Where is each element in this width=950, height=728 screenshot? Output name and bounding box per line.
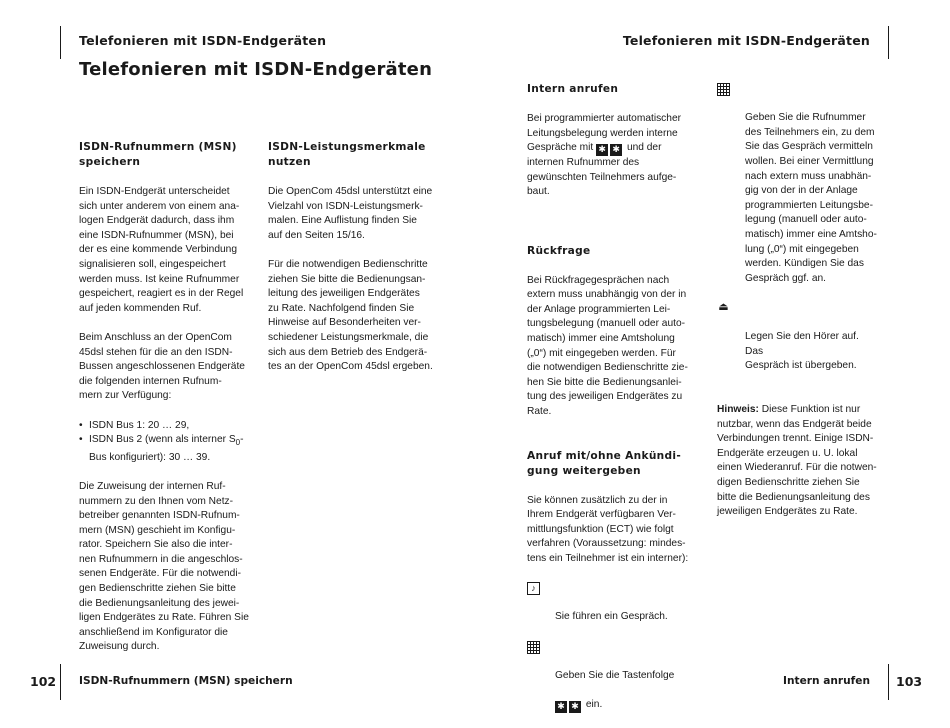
paragraph-intern bbox=[527, 112, 697, 200]
left-column-features bbox=[268, 140, 440, 389]
heading-features: ISDN-Leistungsmerkmale nutzen bbox=[268, 141, 426, 168]
heading-msn: ISDN-Rufnummern (MSN) speichern bbox=[79, 141, 237, 168]
right-column-transfer bbox=[717, 82, 877, 534]
right-running-head: Telefonieren mit ISDN-Endgeräten bbox=[622, 33, 870, 48]
step-enter-number bbox=[717, 82, 877, 286]
star-key-icon: ✱ bbox=[569, 701, 581, 713]
hint-label: Hinweis: bbox=[717, 404, 759, 416]
handset-icon: ♪ bbox=[527, 582, 540, 595]
left-running-head: Telefonieren mit ISDN-Endgeräten bbox=[79, 33, 327, 48]
star-key-icon: ✱ bbox=[596, 144, 608, 156]
hint-paragraph bbox=[717, 403, 877, 520]
keypad-icon bbox=[717, 83, 730, 96]
star-key-icon: ✱ bbox=[610, 144, 622, 156]
left-footer-text: ISDN-Rufnummern (MSN) speichern bbox=[79, 675, 293, 687]
left-page-number: 102 bbox=[30, 674, 57, 689]
hint-text: Diese Funktion ist nur nutzbar, wenn das Endgerät beide Verbindungen trennt. Einige ISDN- Endgeräte erzeugen u. U. lokal einen Wiederanruf. Für die notwen- digen Bedienschritte ziehen Sie bitte die Bedienungsanleitung des jeweiligen Endgerätes zu Rate. bbox=[717, 404, 877, 518]
paragraph-features-intro: Die OpenCom 45dsl unterstützt eine Vielzahl von ISDN-Leistungsmerk- malen. Eine Auflistung finden Sie auf den Seiten 15/16. bbox=[268, 186, 433, 241]
left-footer-rule bbox=[60, 664, 61, 700]
bullet-bus1: ISDN Bus 1: 20 … 29, bbox=[89, 419, 190, 431]
heading-anruf: Anruf mit/ohne Ankündi- gung weitergeben bbox=[527, 449, 682, 477]
paragraph-rueckfrage: Bei Rückfragegesprächen nach extern muss unabhängig von der in der Anlage programmierten Lei- tungsbelegung (manuell oder auto- matisch) immer eine Amtsholung („0“) mit eingegeben werden. Für die notwendigen Bedienschritte zie- hen Sie bitte die Bedienungsanlei- tung des jeweiligen Endgerätes zu Rate. bbox=[527, 274, 688, 417]
intern-text-a: Bei programmierter automatischer Leitungsbelegung werden interne Gespräche mit bbox=[527, 113, 682, 154]
bus-list bbox=[79, 419, 251, 466]
step-call bbox=[527, 581, 697, 625]
paragraph-features-steps: Für die notwendigen Bedienschritte ziehen Sie bitte die Bedienungsan- leitung des jeweiligen Endgerätes zu Rate. Nachfolgend finden Sie Hinweise auf Besonderheiten ver- schiedener Leistungsmerkmale, die sich aus dem Betrieb des Endgerä- tes an der OpenCom 45dsl ergeben. bbox=[268, 258, 433, 373]
step-key-text-b: ein. bbox=[585, 699, 603, 710]
right-column-intern bbox=[527, 82, 697, 728]
paragraph-msn-bus: Beim Anschluss an der OpenCom 45dsl stehen für die an den ISDN- Bussen angeschlossenen Endgeräte die folgenden internen Rufnum- mern zur Verfügung: bbox=[79, 331, 245, 402]
bullet-bus2-pre: ISDN Bus 2 (wenn als interner S bbox=[89, 434, 236, 446]
list-item bbox=[79, 419, 251, 434]
hang-up-icon: ⏏ bbox=[718, 300, 729, 313]
left-header-rule bbox=[60, 26, 61, 59]
intern-text-b: und der internen Rufnummer des gewünschten Teilnehmers aufge- baut. bbox=[527, 142, 677, 198]
paragraph-msn-assign: Die Zuweisung der internen Ruf- nummern zu den Ihnen vom Netz- betreiber genannten ISDN-Rufnum- mern (MSN) geschieht im Konfigu- rator. Speichern Sie also die inter- nen Rufnummern in die angeschlos- senen Endgeräte. Für die notwendi- gen Bedienschritte ziehen Sie bitte die Bedienungsanleitung des jewei- ligen Endgerätes zu Rate. Führen Sie anschließend im Konfigurator die Zuweisung durch. bbox=[79, 480, 249, 653]
paragraph-msn-intro: Ein ISDN-Endgerät unterscheidet sich unter anderem von einem ana- logen Endgerät dadurch, dass ihm eine ISDN-Rufnummer (MSN), bei der es eine kommende Verbindung signalisieren soll, eingespeichert werden muss. Ist keine Rufnummer gespeichert, reagiert es in der Regel auf jeden kommenden Ruf. bbox=[79, 186, 244, 314]
star-key-icon: ✱ bbox=[555, 701, 567, 713]
bullet-bus2-sub: 0 bbox=[235, 438, 241, 448]
list-item bbox=[79, 433, 251, 465]
heading-rueckfrage: Rückfrage bbox=[527, 244, 591, 257]
right-page-number: 103 bbox=[896, 674, 923, 689]
paragraph-anruf: Sie können zusätzlich zu der in Ihrem Endgerät verfügbaren Ver- mittlungsfunktion (ECT) wie folgt verfahren (Voraussetzung: mindes- tens ein Teilnehmer ist ein interner): bbox=[527, 494, 689, 565]
step-call-text: Sie führen ein Gespräch. bbox=[555, 611, 668, 623]
page-title: Telefonieren mit ISDN-Endgeräten bbox=[79, 59, 433, 80]
step-key-sequence bbox=[527, 640, 697, 713]
step-hang-up bbox=[717, 301, 877, 374]
keypad-icon bbox=[527, 641, 540, 654]
heading-intern: Intern anrufen bbox=[527, 83, 619, 95]
right-header-rule bbox=[888, 26, 889, 59]
bullet-bus2-post: - Bus konfiguriert): 30 … 39. bbox=[89, 434, 244, 463]
step-key-text-a: Geben Sie die Tastenfolge bbox=[555, 669, 675, 681]
step-enter-number-text: Geben Sie die Rufnummer des Teilnehmers ein, zu dem Sie das Gespräch vermitteln wollen. Bei einer Vermittlung nach extern muss unabhän- gig von der in der Anlage programmierten Leitungsbe- legung (manuell oder auto- matisch) immer eine Amtsho- lung („0“) mit eingegeben werden. Kündigen Sie das Gespräch ggf. an. bbox=[745, 112, 877, 284]
left-column-msn bbox=[79, 140, 251, 670]
right-footer-text: Intern anrufen bbox=[783, 675, 870, 687]
right-footer-rule bbox=[888, 664, 889, 700]
step-hang-up-text: Legen Sie den Hörer auf. Das Gespräch ist übergeben. bbox=[745, 331, 859, 372]
